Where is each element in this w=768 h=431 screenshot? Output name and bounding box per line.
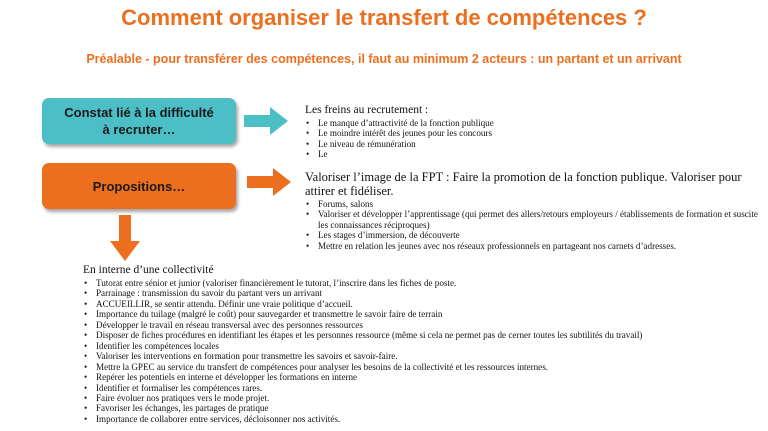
list-item: • Identifier et formaliser les compétences rares. <box>83 383 753 393</box>
freins-panel <box>305 104 745 160</box>
propositions-box <box>42 163 236 209</box>
list-item: • Favoriser les échanges, les partages de pratique <box>83 403 753 413</box>
list-item: • Le moindre intérêt des jeunes pour les concours <box>305 128 745 138</box>
constat-box <box>42 98 236 144</box>
list-item: • Parrainage : transmission du savoir du partant vers un arrivant <box>83 288 753 298</box>
list-item: • Importance du tuilage (malgré le coût) pour sauvegarder et transmettre le savoir faire de terrain <box>83 309 753 319</box>
propositions-heading: Valoriser l’image de la FPT : Faire la promotion de la fonction publique. Valoriser pour attirer et fidéliser. <box>305 170 742 198</box>
list-item: • Le niveau de rémunération <box>305 139 745 149</box>
interne-list <box>83 278 753 424</box>
list-item: • Importance de collaborer entre services, décloisonner nos activités. <box>83 414 753 424</box>
propositions-box-label: Propositions… <box>92 178 186 194</box>
list-item: • ACCUEILLIR, se sentir attendu. Définir une vraie politique d’accueil. <box>83 299 753 309</box>
list-item: • Le manque d’attractivité de la fonction publique <box>305 118 745 128</box>
list-item: • Les stages d’immersion, de découverte <box>305 230 760 240</box>
constat-line-1: Constat lié à la difficulté <box>64 105 214 120</box>
interne-panel <box>83 264 753 424</box>
orange-arrow-right-icon <box>247 168 291 196</box>
interne-heading: En interne d’une collectivité <box>83 264 214 276</box>
orange-arrow-down-icon <box>110 215 140 261</box>
list-item: • Disposer de fiches procédures en identifiant les étapes et les personnes ressource (même si cela ne permet pas de cerner toutes les subtilités du travail) <box>83 330 753 340</box>
list-item: • Forums, salons <box>305 199 760 209</box>
teal-arrow-right-icon <box>244 107 288 135</box>
constat-box-label <box>64 104 214 138</box>
list-item: • Identifier les compétences locales <box>83 341 753 351</box>
slide-title: Comment organiser le transfert de compétences ? <box>121 5 647 30</box>
list-item: • Développer le travail en réseau transversal avec des personnes ressources <box>83 320 753 330</box>
list-item: • Mettre la GPEC au service du transfert de compétences pour analyser les besoins de la collectivité et les ressources internes. <box>83 362 753 372</box>
list-item: • Repérer les potentiels en interne et développer les formations en interne <box>83 372 753 382</box>
propositions-panel <box>305 170 760 251</box>
freins-heading: Les freins au recrutement : <box>305 104 429 116</box>
constat-line-2: à recruter… <box>102 122 176 137</box>
list-item: • Tutorat entre sénior et junior (valoriser financièrement le tutorat, l’inscrire dans les fiches de poste. <box>83 278 753 288</box>
freins-list <box>305 118 745 160</box>
list-item: • Faire évoluer nos pratiques vers le mode projet. <box>83 393 753 403</box>
list-item: • Valoriser les interventions en formation pour transmettre les savoirs et savoir-faire. <box>83 351 753 361</box>
list-item: • Le <box>305 149 745 159</box>
list-item: • Mettre en relation les jeunes avec nos réseaux professionnels en partageant nos carnets d’adresses. <box>305 241 760 251</box>
list-item: • Valoriser et développer l’apprentissage (qui permet des allers/retours employeurs / établissements de formation et suscite les connaissances réciproques) <box>305 209 760 230</box>
slide-subtitle: Préalable - pour transférer des compétences, il faut au minimum 2 acteurs : un partant et un arrivant <box>86 52 682 66</box>
propositions-list <box>305 199 760 251</box>
